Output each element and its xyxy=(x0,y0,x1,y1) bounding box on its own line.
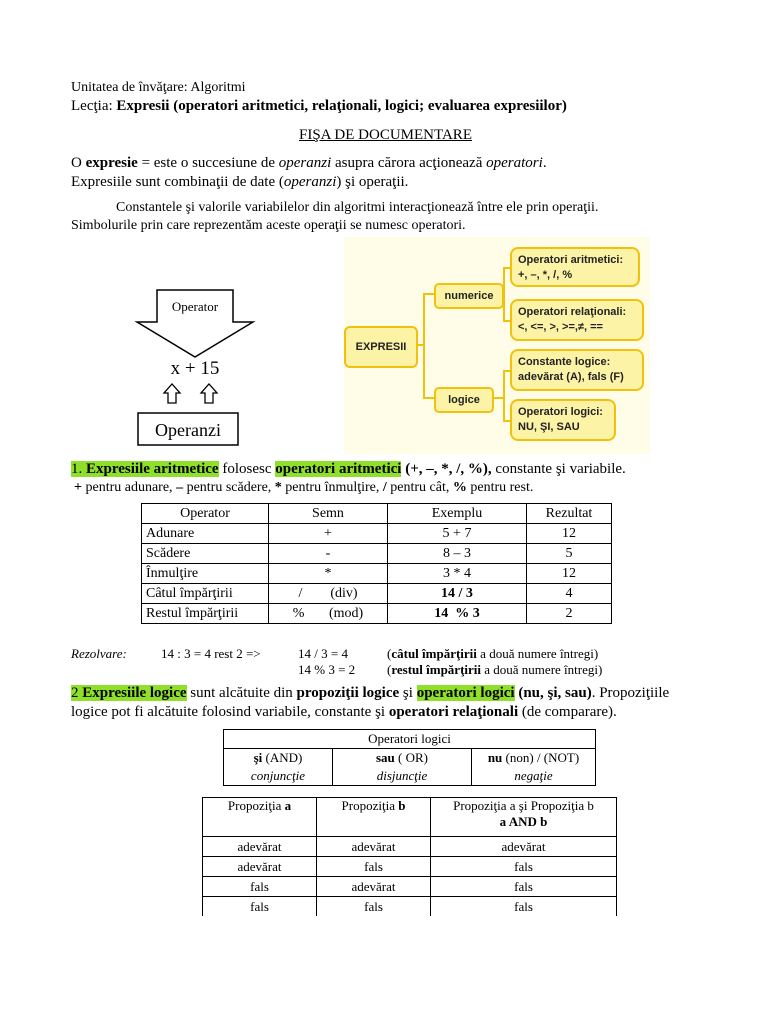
table-row xyxy=(203,877,617,897)
truth-h2b: b xyxy=(398,798,406,813)
table-row xyxy=(203,897,617,917)
solution-calc: 14 : 3 = 4 rest 2 => xyxy=(161,646,261,661)
root-label: EXPRESII xyxy=(355,341,407,353)
section1-ops: (+, –, *, /, %), xyxy=(401,461,492,477)
cell-operator: Scădere xyxy=(142,544,269,564)
arith-title: Operatori aritmetici: xyxy=(518,254,624,266)
section2-num: 2 xyxy=(71,685,83,701)
mod-symbol: % xyxy=(452,480,467,495)
section2-ops: (nu, şi, sau) xyxy=(514,685,592,701)
section2-term: Expresiile logice xyxy=(82,685,187,701)
cell-exemplu: 8 – 3 xyxy=(388,544,527,564)
logic-operators-table xyxy=(223,729,596,786)
cell-rezultat: 5 xyxy=(527,544,612,564)
mod-text: pentru rest. xyxy=(466,480,534,495)
section2-and: şi xyxy=(399,685,417,701)
table-row xyxy=(142,544,612,564)
section2-term3: operatori logici xyxy=(416,685,515,701)
intro-p2-c: ) şi operaţii. xyxy=(336,174,409,190)
table-row xyxy=(142,524,612,544)
cell-operator: Înmulţire xyxy=(142,564,269,584)
minus-text: pentru scădere, xyxy=(183,480,275,495)
cell-exemplu: 14 / 3 xyxy=(388,584,527,604)
section1-line2 xyxy=(74,480,533,496)
cell-operator: Câtul împărţirii xyxy=(142,584,269,604)
operand-arrow-right xyxy=(201,384,217,403)
and-italic: conjuncţie xyxy=(224,767,333,786)
page-title: FIŞA DE DOCUMENTARE xyxy=(299,127,472,143)
section2-line2-c: (de comparare). xyxy=(518,704,617,720)
truth-header-a xyxy=(203,798,317,837)
truth-cell: adevărat xyxy=(203,837,317,857)
mult-text: pentru înmulţire, xyxy=(281,480,383,495)
cell-exemplu: 3 * 4 xyxy=(388,564,527,584)
operator-diagram xyxy=(120,285,270,450)
intro-p2-a: Expresiile sunt combinaţii de date ( xyxy=(71,174,284,190)
table-row xyxy=(142,584,612,604)
truth-cell: fals xyxy=(431,877,617,897)
section2-line1 xyxy=(71,685,669,702)
numeric-box xyxy=(434,283,504,309)
cell-rezultat: 12 xyxy=(527,524,612,544)
not-italic: negaţie xyxy=(472,767,596,786)
minus-symbol: – xyxy=(176,480,184,495)
table-row xyxy=(142,604,612,624)
or-name: ( OR) xyxy=(394,750,428,765)
logic-ops-names-row xyxy=(224,749,596,768)
truth-cell: adevărat xyxy=(431,837,617,857)
logic-box xyxy=(510,399,616,441)
rel-title: Operatori relaţionali: xyxy=(518,306,627,318)
cell-operator: Restul împărţirii xyxy=(142,604,269,624)
truth-table xyxy=(202,797,617,916)
div-symbol: / xyxy=(382,480,387,495)
header-rezultat: Rezultat xyxy=(527,504,612,524)
truth-h1a: Propoziţia xyxy=(227,798,285,813)
truth-h3a: Propoziţia a şi Propoziţia b xyxy=(453,798,594,813)
truth-cell: adevărat xyxy=(203,857,317,877)
and-cell xyxy=(224,749,333,768)
logic-ops-italic-row xyxy=(224,767,596,786)
expression-label: x + 15 xyxy=(170,358,220,379)
truth-header-and xyxy=(431,798,617,837)
intro-p2-b: operanzi xyxy=(283,174,337,190)
intro-p1-f: operatori xyxy=(486,155,543,171)
operator-label: Operator xyxy=(171,299,219,314)
section2-mid: sunt alcătuite din xyxy=(186,685,297,701)
lesson-label: Lecţia: xyxy=(71,98,113,114)
truth-cell: fals xyxy=(203,897,317,917)
truth-h2a: Propoziţia xyxy=(341,798,399,813)
cell-rezultat: 4 xyxy=(527,584,612,604)
solution-r2-note xyxy=(387,662,602,678)
truth-header-b xyxy=(317,798,431,837)
solution-r2: 14 % 3 = 2 xyxy=(298,662,356,677)
section1-line1 xyxy=(71,461,626,478)
r1-note-c: a două numere întregi) xyxy=(476,646,599,661)
r2-note-a: ( xyxy=(387,662,392,677)
header-exemplu: Exemplu xyxy=(388,504,527,524)
cell-operator: Adunare xyxy=(142,524,269,544)
operator-table-header xyxy=(142,504,612,524)
truth-cell: adevărat xyxy=(317,837,431,857)
truth-cell: fals xyxy=(431,857,617,877)
header-operator: Operator xyxy=(142,504,269,524)
arith-box xyxy=(510,247,640,287)
truth-cell: fals xyxy=(317,897,431,917)
section1-rest: constante şi variabile. xyxy=(491,461,626,477)
intro-p1-b: expresie xyxy=(85,155,138,171)
solution-r1: 14 / 3 = 4 xyxy=(298,646,348,661)
intro-p1-a: O xyxy=(71,155,86,171)
cell-exemplu: 14 % 3 xyxy=(388,604,527,624)
section1-term2: operatori aritmetici xyxy=(275,461,402,477)
cell-semn: * xyxy=(269,564,388,584)
cell-semn: / (div) xyxy=(269,584,388,604)
table-row xyxy=(142,564,612,584)
intro-p1-g: . xyxy=(542,155,547,171)
truth-h3b: a AND b xyxy=(499,814,548,829)
truth-cell: adevărat xyxy=(317,877,431,897)
cell-rezultat: 12 xyxy=(527,564,612,584)
root-box xyxy=(344,326,418,368)
intro-p1-d: operanzi xyxy=(278,155,332,171)
truth-cell: fals xyxy=(431,897,617,917)
expressions-diagram xyxy=(344,237,650,454)
rel-ops: <, <=, >, >=,≠, == xyxy=(518,321,603,333)
const-vals: adevărat (A), fals (F) xyxy=(518,371,624,383)
section2-line2 xyxy=(71,704,617,721)
numeric-label: numerice xyxy=(444,290,494,302)
cell-exemplu: 5 + 7 xyxy=(388,524,527,544)
and-bold: şi xyxy=(253,750,263,765)
unit-label: Unitatea de învăţare: xyxy=(71,80,188,95)
truth-table-header xyxy=(203,798,617,837)
r2-note-c: a două numere întregi) xyxy=(481,662,603,677)
plus-text: pentru adunare, xyxy=(81,480,177,495)
section1-num: 1. xyxy=(71,461,86,477)
operands-label: Operanzi xyxy=(155,420,221,440)
not-name: (non) / (NOT) xyxy=(502,750,580,765)
rel-box xyxy=(510,299,644,341)
const-box xyxy=(510,349,644,391)
truth-cell: fals xyxy=(203,877,317,897)
or-italic: disjuncţie xyxy=(333,767,472,786)
table-row xyxy=(203,837,617,857)
mult-symbol: * xyxy=(274,480,282,495)
lesson-value: Expresii (operatori aritmetici, relaţionali, logici; evaluarea expresiilor) xyxy=(116,98,567,114)
solution-label: Rezolvare: xyxy=(71,646,127,661)
logical-box xyxy=(434,387,494,413)
cell-rezultat: 2 xyxy=(527,604,612,624)
unit-line xyxy=(71,80,246,96)
lesson-line xyxy=(71,98,567,115)
header-semn: Semn xyxy=(269,504,388,524)
intro-p1-c: = este o succesiune de xyxy=(137,155,279,171)
section2-line2-b: operatori relaţionali xyxy=(388,704,519,720)
table-row xyxy=(203,857,617,877)
unit-value: Algoritmi xyxy=(190,80,246,95)
section2-line2-a: logice pot fi alcătuite folosind variabile, constante şi xyxy=(71,704,389,720)
cell-semn: % (mod) xyxy=(269,604,388,624)
solution-r1-note xyxy=(387,646,598,662)
section1-term: Expresiile aritmetice xyxy=(86,461,219,477)
intro-p1 xyxy=(71,155,547,172)
logic-ops-title-row xyxy=(224,730,596,749)
not-cell xyxy=(472,749,596,768)
section2-term2: propoziţii logice xyxy=(296,685,400,701)
and-name: (AND) xyxy=(262,750,303,765)
arith-ops: +, –, *, /, % xyxy=(518,269,573,281)
truth-cell: fals xyxy=(317,857,431,877)
cell-semn: + xyxy=(269,524,388,544)
r2-note-b: restul împărţirii xyxy=(391,662,482,677)
intro-p4: Simbolurile prin care reprezentăm aceste operaţii se numesc operatori. xyxy=(71,218,466,233)
section2-rest: . Propoziţiile xyxy=(591,685,670,701)
logic-vals: NU, ŞI, SAU xyxy=(518,421,580,433)
or-bold: sau xyxy=(375,750,395,765)
operand-arrow-left xyxy=(164,384,180,403)
div-text: pentru cât, xyxy=(386,480,453,495)
intro-p3: Constantele şi valorile variabilelor din algoritmi interacţionează între ele prin operaţii. xyxy=(116,200,599,215)
logical-label: logice xyxy=(448,394,480,406)
section2-highlight-1 xyxy=(71,685,187,701)
r1-note-b: câtul împărţirii xyxy=(391,646,477,661)
or-cell xyxy=(333,749,472,768)
cell-semn: - xyxy=(269,544,388,564)
intro-p2 xyxy=(71,174,408,191)
r1-note-a: ( xyxy=(387,646,392,661)
section1-mid: folosesc xyxy=(218,461,276,477)
not-bold: nu xyxy=(487,750,503,765)
section1-highlight-1 xyxy=(71,461,219,477)
const-title: Constante logice: xyxy=(518,356,611,368)
operator-table xyxy=(141,503,612,624)
logic-title: Operatori logici: xyxy=(518,406,603,418)
logic-ops-title: Operatori logici xyxy=(224,730,596,749)
plus-symbol: + xyxy=(74,480,82,495)
truth-h1b: a xyxy=(284,798,292,813)
intro-p1-e: asupra cărora acţionează xyxy=(331,155,487,171)
